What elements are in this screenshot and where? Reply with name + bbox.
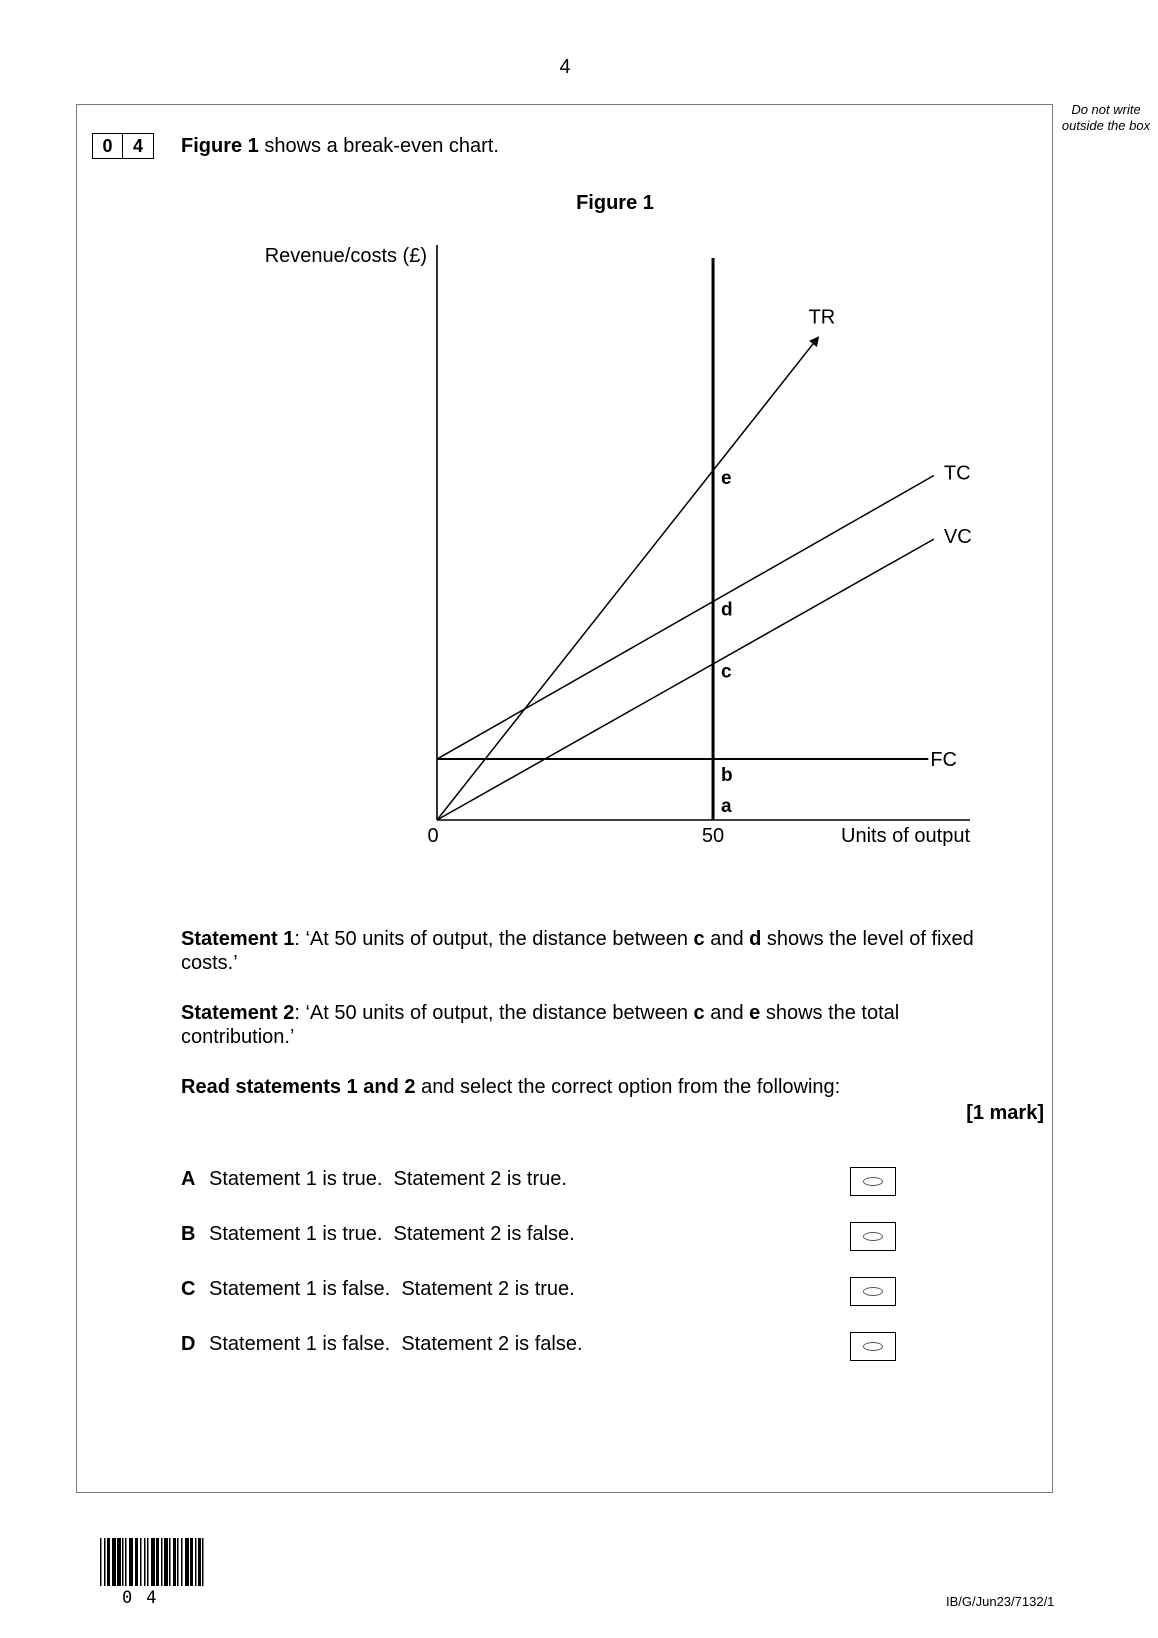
x-tick-label: 0	[427, 825, 439, 847]
answer-oval-icon	[863, 1287, 883, 1296]
statement-1-end: shows the level of fixed costs.’	[181, 928, 974, 974]
point-label-a: a	[721, 796, 732, 817]
barcode-bar	[144, 1538, 146, 1586]
statement-2-end: shows the total contribution.’	[181, 1002, 900, 1048]
instruction-bold: Read statements 1 and 2	[181, 1076, 416, 1098]
option-text: Statement 1 is false. Statement 2 is false.	[209, 1333, 583, 1355]
series-vc-line	[437, 539, 934, 820]
statement-1-and: and	[704, 928, 750, 950]
answer-oval-icon	[863, 1177, 883, 1186]
point-c: c	[693, 928, 705, 950]
series-label-tr: TR	[808, 306, 836, 329]
option-text: Statement 1 is false. Statement 2 is true.	[209, 1278, 575, 1300]
series-label-fc: FC	[930, 749, 958, 772]
figure-title: Figure 1	[576, 192, 654, 214]
barcode-bar	[177, 1538, 179, 1586]
barcode-digits: 04	[122, 1588, 171, 1608]
option-letter: C	[181, 1278, 196, 1300]
page-number: 4	[559, 56, 571, 78]
barcode-bar	[122, 1538, 124, 1586]
x-axis-label: Units of output	[841, 825, 970, 847]
barcode-bar	[107, 1538, 110, 1586]
barcode-bar	[190, 1538, 193, 1586]
x-tick-label: 50	[701, 825, 725, 847]
barcode-bar	[185, 1538, 189, 1586]
option-letter: D	[181, 1333, 196, 1355]
point-label-c: c	[721, 661, 732, 683]
barcode-bar	[125, 1538, 127, 1586]
barcode-bar	[164, 1538, 168, 1586]
y-axis-label: Revenue/costs (£)	[264, 245, 427, 267]
point-label-e: e	[721, 468, 732, 490]
statement-2-text: : ‘At 50 units of output, the distance between	[294, 1002, 694, 1024]
option-d	[181, 1333, 583, 1356]
option-d-checkbox[interactable]	[850, 1332, 896, 1361]
option-b-checkbox[interactable]	[850, 1222, 896, 1251]
series-tr-line	[437, 338, 818, 820]
series-tc-line	[437, 476, 934, 760]
option-c-checkbox[interactable]	[850, 1277, 896, 1306]
question-number-digit: 0	[92, 133, 123, 159]
statement-2	[181, 1001, 921, 1049]
option-a	[181, 1168, 567, 1191]
option-b	[181, 1223, 575, 1246]
series-label-tc: TC	[943, 462, 971, 485]
barcode-bar	[195, 1538, 197, 1586]
barcode-bar	[112, 1538, 116, 1586]
chart-svg	[230, 240, 990, 860]
option-text: Statement 1 is true. Statement 2 is true.	[209, 1168, 567, 1190]
barcode-bar	[161, 1538, 163, 1586]
break-even-chart	[230, 240, 990, 860]
statement-2-and: and	[704, 1002, 750, 1024]
answer-oval-icon	[863, 1232, 883, 1241]
barcode-bar	[129, 1538, 133, 1586]
barcode-bar	[169, 1538, 171, 1586]
barcode-bar	[140, 1538, 142, 1586]
statement-2-label: Statement 2	[181, 1002, 295, 1024]
margin-note: Do not write outside the box	[1061, 102, 1151, 133]
barcode-bar	[156, 1538, 159, 1586]
statement-1-label: Statement 1	[181, 928, 295, 950]
marks-label: [1 mark]	[966, 1102, 1044, 1124]
point-label-d: d	[721, 599, 733, 621]
barcode-bar	[100, 1538, 102, 1586]
barcode-bar	[202, 1538, 204, 1586]
statement-1	[181, 927, 1011, 975]
barcode-bar	[104, 1538, 106, 1586]
instruction-text: and select the correct option from the following:	[415, 1076, 841, 1098]
statement-1-text: : ‘At 50 units of output, the distance between	[294, 928, 694, 950]
barcode-icon	[100, 1538, 204, 1586]
point-d: d	[749, 928, 762, 950]
barcode-bar	[173, 1538, 176, 1586]
question-intro	[181, 135, 499, 158]
answer-oval-icon	[863, 1342, 883, 1351]
option-c	[181, 1278, 575, 1301]
question-number-digit: 4	[123, 133, 154, 159]
series-label-vc: VC	[943, 526, 972, 549]
point-e: e	[749, 1002, 761, 1024]
barcode-bar	[181, 1538, 183, 1586]
barcode-bar	[147, 1538, 149, 1586]
option-a-checkbox[interactable]	[850, 1167, 896, 1196]
point-c: c	[693, 1002, 705, 1024]
option-text: Statement 1 is true. Statement 2 is false.	[209, 1223, 575, 1245]
barcode-bar	[151, 1538, 155, 1586]
instruction	[181, 1075, 1011, 1099]
option-letter: A	[181, 1168, 196, 1190]
intro-text: shows a break-even chart.	[258, 135, 499, 157]
intro-bold: Figure 1	[181, 135, 259, 157]
barcode-bar	[198, 1538, 201, 1586]
option-letter: B	[181, 1223, 196, 1245]
point-label-b: b	[721, 765, 733, 787]
barcode-bar	[117, 1538, 121, 1586]
question-number	[92, 133, 154, 159]
barcode-bar	[135, 1538, 138, 1586]
footer-code: IB/G/Jun23/7132/1	[946, 1594, 1055, 1609]
